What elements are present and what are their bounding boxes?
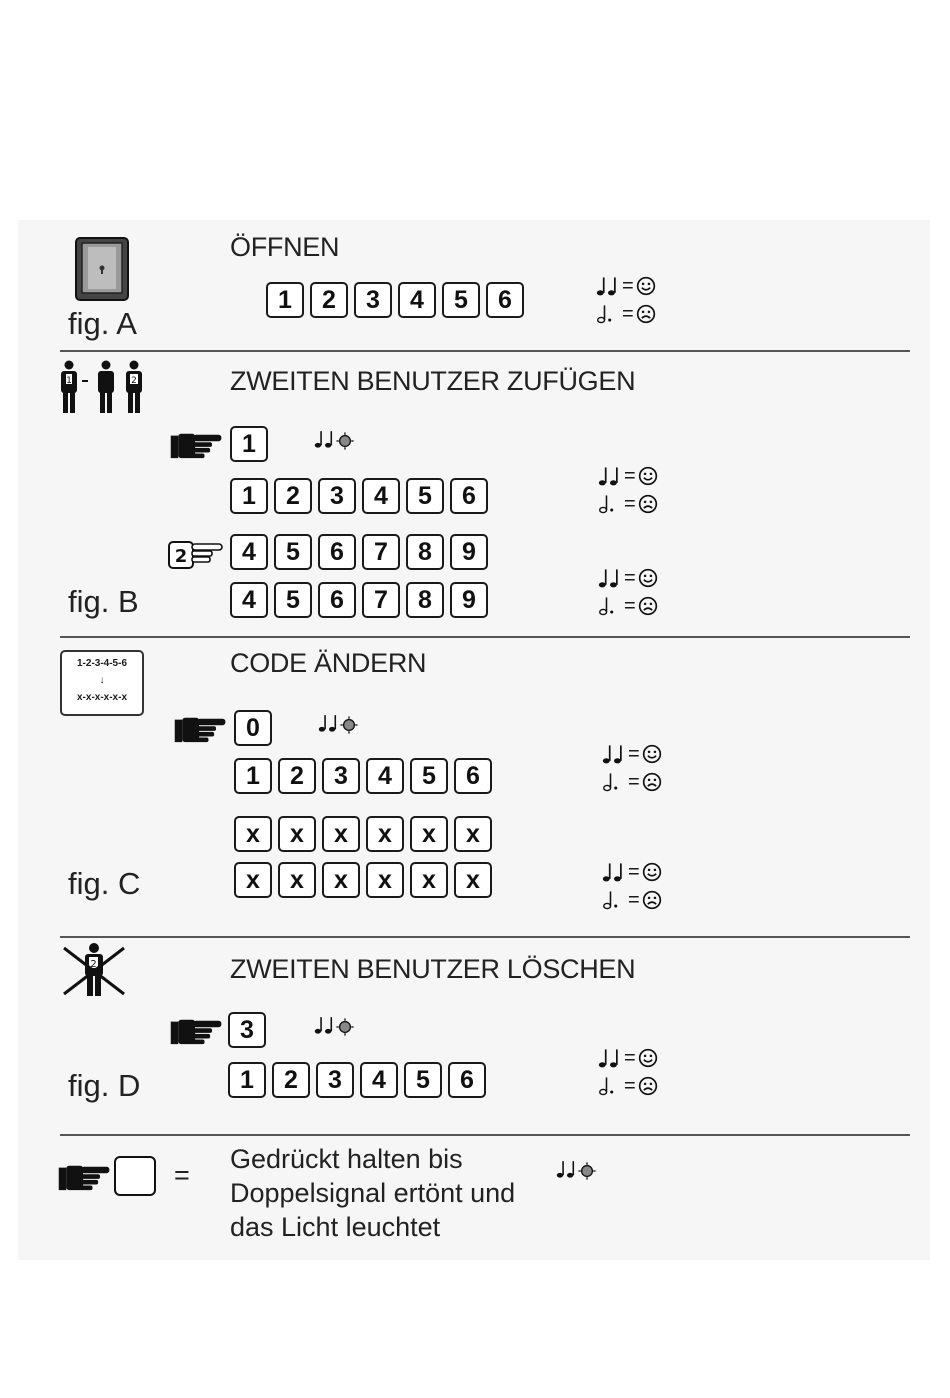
instruction-sheet [18,220,930,1260]
hold-key-0: 0 [234,710,272,746]
footer-explanation [230,1142,515,1244]
keypad-key: 1 [228,1062,266,1098]
keypad-key: 5 [274,534,312,570]
keypad-key: x [366,862,404,898]
equals-sign: = [174,1160,190,1190]
delete-user-icon [60,942,128,1003]
keypad-key: 4 [398,282,436,318]
legend-equals: = [624,595,636,617]
long-beep-icon [598,1075,622,1097]
keypad-key: 2 [274,478,312,514]
smiley-happy-icon [638,466,658,486]
fig-label-a: fig. A [68,306,137,341]
arrow-down-icon: ↓ [99,675,105,686]
hand-point-icon [170,1016,224,1051]
double-beep-icon [314,428,336,450]
code-keys-row [234,816,492,852]
keypad-key: 4 [362,478,400,514]
beep-light-signal [318,712,358,739]
double-beep-icon [596,275,620,297]
keypad-key: 3 [354,282,392,318]
keypad-key: 7 [362,534,400,570]
keypad-key: 3 [322,758,360,794]
code-keys-row [234,758,492,794]
hand-point-icon [170,430,224,465]
keypad-key: x [234,816,272,852]
legend-equals: = [624,493,636,515]
footer-line: Doppelsignal ertönt und [230,1178,516,1208]
smiley-sad-icon [638,1076,658,1096]
double-beep-icon [598,465,622,487]
code-change-icon [60,650,144,716]
smiley-happy-icon [638,568,658,588]
long-beep-icon [602,889,626,911]
keypad-key: 6 [318,582,356,618]
keypad-key: x [234,862,272,898]
smiley-happy-icon [642,862,662,882]
keypad-key: 6 [486,282,524,318]
section-title-open: ÖFFNEN [230,232,340,262]
code-keys-row [228,1062,486,1098]
new-code-label: x-x-x-x-x-x [76,692,128,703]
keypad-key: 1 [234,758,272,794]
keypad-key: 1 [230,478,268,514]
keypad-key: x [322,862,360,898]
keypad-key: 8 [406,582,444,618]
keypad-key: 1 [266,282,304,318]
legend-equals: = [624,1075,636,1097]
keypad-key: 5 [274,582,312,618]
keypad-key: 2 [272,1062,310,1098]
smiley-happy-icon [636,276,656,296]
footer-line: Gedrückt halten bis [230,1144,463,1174]
double-beep-icon [598,567,622,589]
svg-text:1: 1 [66,376,72,386]
double-beep-icon [598,1047,622,1069]
blank-key [114,1156,156,1196]
light-icon [340,716,358,734]
divider [60,936,910,938]
keypad-key: 5 [410,758,448,794]
double-beep-icon [318,712,340,734]
hold-key-3: 3 [228,1012,266,1048]
signal-legend [602,740,672,796]
keypad-key: 8 [406,534,444,570]
long-beep-icon [596,303,620,325]
double-beep-icon [314,1014,336,1036]
hold-key-1: 1 [230,426,268,462]
fig-label-b: fig. B [68,584,139,619]
legend-equals: = [624,1047,636,1069]
hand-point-icon [58,1162,112,1197]
fig-label-c: fig. C [68,866,141,901]
legend-equals: = [622,303,634,325]
code-keys-row [230,582,488,618]
keypad-key: 2 [278,758,316,794]
svg-text:2: 2 [131,376,137,386]
light-icon [336,432,354,450]
long-beep-icon [602,771,626,793]
smiley-happy-icon [638,1048,658,1068]
svg-text:2: 2 [90,959,97,970]
keypad-key: 6 [318,534,356,570]
keypad-key: 4 [366,758,404,794]
long-beep-icon [598,493,622,515]
keypad-key: 9 [450,534,488,570]
legend-equals: = [622,275,634,297]
smiley-sad-icon [638,596,658,616]
keypad-key: x [278,816,316,852]
legend-equals: = [628,771,640,793]
code-keys-row [234,862,492,898]
smiley-sad-icon [642,772,662,792]
smiley-sad-icon [638,494,658,514]
double-beep-icon [602,743,626,765]
add-user-icon [58,360,154,419]
keypad-key: x [410,816,448,852]
long-beep-icon [598,595,622,617]
svg-text:2: 2 [174,546,188,567]
legend-equals: = [624,465,636,487]
keypad-key: 4 [230,582,268,618]
hand-point-icon [174,714,228,749]
signal-legend [596,272,666,328]
keypad-key: 5 [404,1062,442,1098]
signal-legend [598,564,668,620]
code-keys-row [230,478,488,514]
code-keys-row [230,534,488,570]
code-keys-row [266,282,524,318]
door-icon [74,236,130,307]
smiley-happy-icon [642,744,662,764]
legend-equals: = [624,567,636,589]
divider [60,636,910,638]
hand-point-two-icon [168,538,224,575]
keypad-key: 6 [450,478,488,514]
keypad-key: 4 [230,534,268,570]
divider [60,350,910,352]
legend-equals: = [628,743,640,765]
divider [60,1134,910,1136]
signal-legend [602,858,672,914]
keypad-key: 2 [310,282,348,318]
smiley-sad-icon [636,304,656,324]
keypad-key: x [366,816,404,852]
keypad-key: 7 [362,582,400,618]
light-icon [336,1018,354,1036]
keypad-key: 6 [448,1062,486,1098]
keypad-key: 5 [406,478,444,514]
keypad-key: 9 [450,582,488,618]
keypad-key: 4 [360,1062,398,1098]
keypad-key: x [454,862,492,898]
old-code-label: 1-2-3-4-5-6 [76,658,128,669]
keypad-key: 6 [454,758,492,794]
legend-equals: = [628,889,640,911]
legend-equals: = [628,861,640,883]
keypad-key: x [454,816,492,852]
light-icon [578,1162,596,1180]
section-title-add-user: ZWEITEN BENUTZER ZUFÜGEN [230,366,636,396]
keypad-key: x [410,862,448,898]
keypad-key: 3 [318,478,356,514]
fig-label-d: fig. D [68,1068,141,1103]
footer-line: das Licht leuchtet [230,1212,441,1242]
keypad-key: 5 [442,282,480,318]
double-beep-icon [602,861,626,883]
signal-legend [598,1044,668,1100]
keypad-key: x [322,816,360,852]
section-title-change-code: CODE ÄNDERN [230,648,427,678]
section-title-delete-user: ZWEITEN BENUTZER LÖSCHEN [230,954,636,984]
smiley-sad-icon [642,890,662,910]
beep-light-signal [556,1158,596,1185]
beep-light-signal [314,1014,354,1041]
keypad-key: x [278,862,316,898]
beep-light-signal [314,428,354,455]
signal-legend [598,462,668,518]
keypad-key: 3 [316,1062,354,1098]
double-beep-icon [556,1158,578,1180]
